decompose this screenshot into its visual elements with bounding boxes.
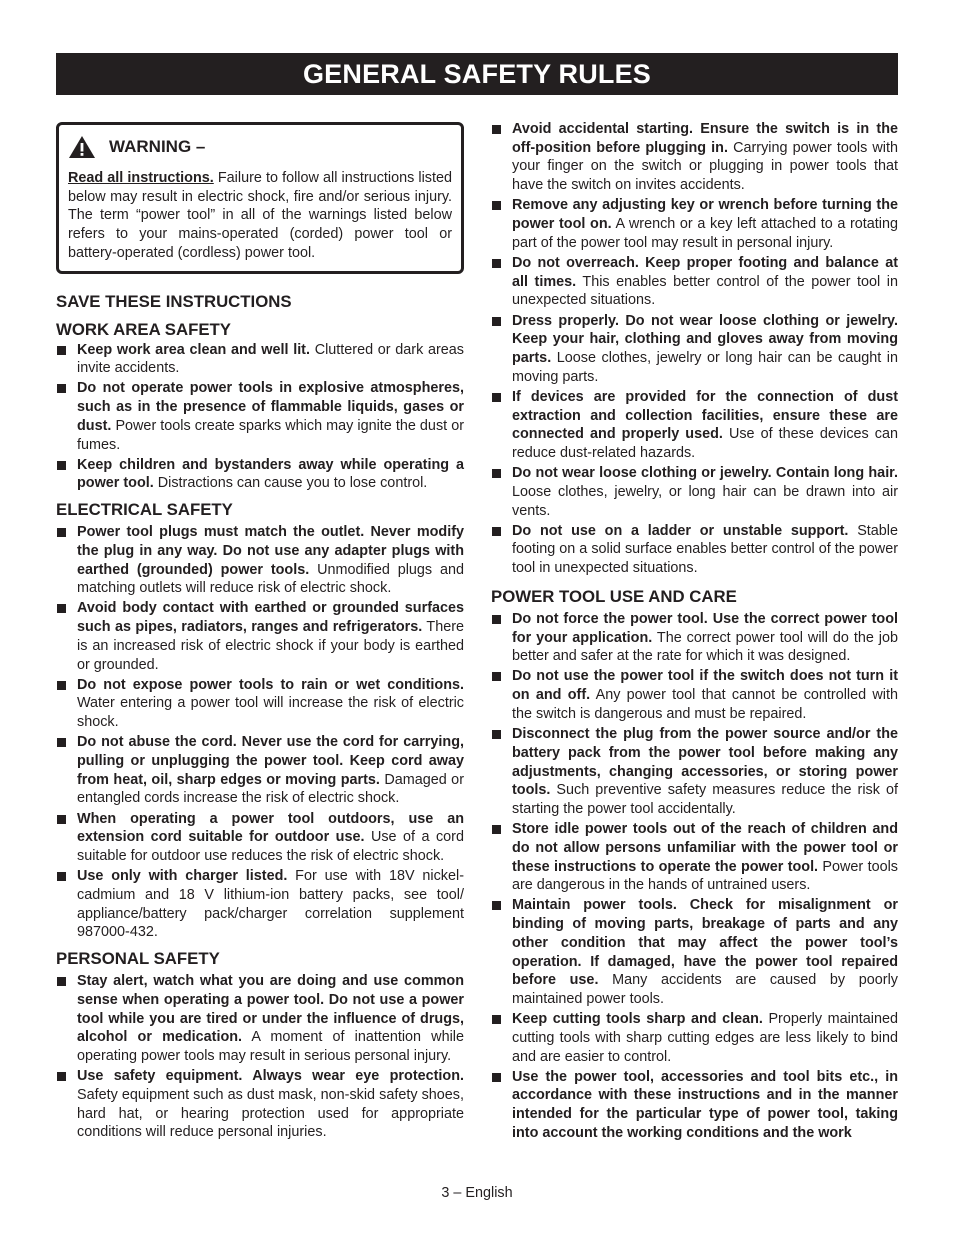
personal-safety-heading: PERSONAL SAFETY bbox=[56, 949, 220, 969]
work-area-list bbox=[56, 341, 464, 494]
rule-lead-text: If devices are provided for the connection of dust extraction and collection facilities, ensure these are connected and properly used. bbox=[512, 388, 898, 443]
rule-body-text: A moment of inattention while operating power tools may result in serious personal injury. bbox=[77, 1029, 464, 1064]
rule-body-text: This enables better control of the power tool in unexpected situations. bbox=[512, 273, 898, 309]
rule-body-text: Cluttered or dark areas invite accidents. bbox=[77, 341, 464, 377]
rule-lead-text: When operating a power tool outdoors, use an extension cord suitable for outdoor use. bbox=[77, 810, 464, 846]
warning-heading bbox=[68, 135, 452, 159]
rule-lead-text: Keep children and bystanders away while operating a power tool. bbox=[77, 456, 464, 492]
rule-item bbox=[491, 1068, 898, 1143]
rule-item bbox=[491, 610, 898, 666]
rule-lead-text: Use only with charger listed. bbox=[77, 868, 288, 885]
rule-body-text: Safety equipment such as dust mask, non-skid safety shoes, hard hat, or hearing protection used for appropriate conditions will reduce personal injuries. bbox=[77, 1086, 464, 1141]
rule-item bbox=[491, 1010, 898, 1066]
rule-lead-text: Keep work area clean and well lit. bbox=[77, 341, 310, 358]
rule-lead-text: Do not overreach. Keep proper footing and balance at all times. bbox=[512, 254, 898, 290]
bullet-square-icon bbox=[492, 317, 501, 326]
rule-lead-text: Do not expose power tools to rain or wet conditions. bbox=[77, 676, 464, 693]
warning-triangle-icon bbox=[68, 135, 96, 159]
rule-body-text: Power tools are dangerous in the hands of untrained users. bbox=[512, 858, 898, 894]
rule-lead-text: Avoid body contact with earthed or grounded surfaces such as pipes, radiators, ranges and refrigerators. bbox=[77, 600, 464, 636]
electrical-list bbox=[56, 523, 464, 942]
rule-body-text: Use of these devices can reduce dust-related hazards. bbox=[512, 426, 898, 461]
power-tool-use-heading: POWER TOOL USE AND CARE bbox=[491, 586, 737, 606]
rule-lead-text: Use the power tool, accessories and tool bits etc., in accordance with these instructions and in the manner intended for the particular type of power tool, taking into account the working conditions and the work bbox=[512, 1068, 898, 1141]
rule-item bbox=[56, 867, 464, 942]
rule-lead-text: Do not use on a ladder or unstable support. bbox=[512, 522, 849, 539]
rule-lead-text: Maintain power tools. Check for misalignment or binding of moving parts, breakage of parts and any other condition that may affect the power tool’s operation. If damaged, have the power tool repaired before use. bbox=[512, 897, 898, 989]
personal-safety-list-continued bbox=[491, 120, 898, 578]
rule-item bbox=[491, 120, 898, 195]
rule-item bbox=[491, 254, 898, 310]
rule-body-text: Loose clothes, jewelry, or long hair can be drawn into air vents. bbox=[512, 483, 898, 519]
bullet-square-icon bbox=[57, 461, 66, 470]
rule-item bbox=[491, 725, 898, 819]
rule-item bbox=[56, 676, 464, 732]
rule-lead-text: Do not wear loose clothing or jewelry. Contain long hair. bbox=[512, 465, 898, 482]
rule-body-text: Such preventive safety measures reduce the risk of starting the power tool accidentally. bbox=[512, 782, 898, 817]
personal-safety-list bbox=[56, 972, 464, 1142]
left-column bbox=[56, 122, 464, 1143]
bullet-square-icon bbox=[492, 1015, 501, 1024]
rule-body-text: There is an increased risk of electric shock if your body is earthed or grounded. bbox=[77, 619, 464, 673]
rule-body-text: Stable footing on a solid surface enables better control of the power tool in unexpected situations. bbox=[512, 522, 898, 577]
warning-heading-text: WARNING – bbox=[109, 136, 206, 156]
bullet-square-icon bbox=[492, 259, 501, 268]
page-footer: 3 – English bbox=[441, 1185, 513, 1201]
rule-lead-text: Stay alert, watch what you are doing and use common sense when operating a power tool. Do not use a power tool while you are tired or under the influence of drugs, alcohol or medication. bbox=[77, 973, 464, 1046]
bullet-square-icon bbox=[57, 681, 66, 690]
bullet-square-icon bbox=[492, 393, 501, 402]
rule-item bbox=[491, 196, 898, 252]
rule-body-text: Water entering a power tool will increase the risk of electric shock. bbox=[77, 695, 464, 731]
bullet-square-icon bbox=[57, 346, 66, 355]
rule-item bbox=[56, 456, 464, 493]
bullet-square-icon bbox=[57, 872, 66, 881]
bullet-square-icon bbox=[492, 125, 501, 134]
rule-lead-text: Do not abuse the cord. Never use the cord for carrying, pulling or unplugging the power tool. Keep cord away from heat, oil, sharp edges or moving parts. bbox=[77, 734, 464, 788]
rule-item bbox=[491, 667, 898, 723]
rule-body-text: Power tools create sparks which may ignite the dust or fumes. bbox=[77, 417, 464, 453]
bullet-square-icon bbox=[492, 1073, 501, 1082]
bullet-square-icon bbox=[492, 469, 501, 478]
warning-box bbox=[56, 122, 464, 274]
rule-body-text: A wrench or a key left attached to a rotating part of the power tool may result in personal injury. bbox=[512, 216, 898, 251]
rule-item bbox=[56, 523, 464, 598]
bullet-square-icon bbox=[492, 201, 501, 210]
rule-item bbox=[491, 312, 898, 387]
save-instructions-heading: SAVE THESE INSTRUCTIONS bbox=[56, 291, 292, 311]
bullet-square-icon bbox=[57, 384, 66, 393]
bullet-square-icon bbox=[492, 825, 501, 834]
rule-item bbox=[56, 810, 464, 866]
rule-body-text: Any power tool that cannot be controlled with the switch is dangerous and must be repaired. bbox=[512, 687, 898, 722]
rule-item bbox=[56, 733, 464, 808]
power-tool-use-list bbox=[491, 610, 898, 1143]
rule-item bbox=[56, 1067, 464, 1142]
bullet-square-icon bbox=[492, 527, 501, 536]
rule-lead-text: Do not use the power tool if the switch does not turn it on and off. bbox=[512, 668, 898, 704]
bullet-square-icon bbox=[57, 604, 66, 613]
rule-body-text: For use with 18V nickel-cadmium and 18 V lithium-ion battery packs, see tool/ appliance/battery pack/charger correlation supplement 987000-432. bbox=[77, 868, 464, 941]
warning-lead: Read all instructions. bbox=[68, 170, 214, 186]
bullet-square-icon bbox=[492, 615, 501, 624]
bullet-square-icon bbox=[57, 528, 66, 537]
bullet-square-icon bbox=[492, 730, 501, 739]
rule-body-text: Distractions can cause you to lose control. bbox=[153, 475, 428, 492]
rule-item bbox=[56, 972, 464, 1066]
rule-lead-text: Store idle power tools out of the reach of children and do not allow persons unfamiliar with the power tool or these instructions to operate the power tool. bbox=[512, 821, 898, 875]
page-title: GENERAL SAFETY RULES bbox=[56, 53, 898, 95]
rule-item bbox=[491, 896, 898, 1008]
rule-lead-text: Keep cutting tools sharp and clean. bbox=[512, 1011, 763, 1028]
electrical-heading: ELECTRICAL SAFETY bbox=[56, 500, 233, 520]
warning-body: Failure to follow all instructions listed below may result in electric shock, fire and/or serious injury. The term “power tool” in all of the warnings listed below refers to your mains-operated (corded) power tool or battery-operated (cordless) power tool. bbox=[68, 170, 452, 261]
rule-body-text: Many accidents are caused by poorly maintained power tools. bbox=[512, 972, 898, 1007]
rule-item bbox=[491, 464, 898, 520]
bullet-square-icon bbox=[57, 815, 66, 824]
work-area-heading: WORK AREA SAFETY bbox=[56, 319, 231, 339]
rule-lead-text: Remove any adjusting key or wrench before turning the power tool on. bbox=[512, 197, 898, 233]
rule-lead-text: Use safety equipment. Always wear eye protection. bbox=[77, 1068, 464, 1085]
rule-body-text: Loose clothes, jewelry or long hair can be caught in moving parts. bbox=[512, 349, 898, 385]
right-column bbox=[491, 120, 898, 1144]
rule-lead-text: Power tool plugs must match the outlet. Never modify the plug in any way. Do not use any adapter plugs with earthed (grounded) power tools. bbox=[77, 524, 464, 578]
rule-item bbox=[56, 379, 464, 454]
rule-item bbox=[56, 341, 464, 378]
rule-lead-text: Disconnect the plug from the power source and/or the battery pack from the power tool before making any adjustments, changing accessories, or storing power tools. bbox=[512, 726, 898, 799]
rule-lead-text: Do not force the power tool. Use the correct power tool for your application. bbox=[512, 610, 898, 646]
warning-text bbox=[68, 169, 452, 263]
rule-item bbox=[491, 522, 898, 578]
bullet-square-icon bbox=[57, 738, 66, 747]
bullet-square-icon bbox=[492, 672, 501, 681]
rule-body-text: Carrying power tools with your finger on the switch or plugging in power tools that have the switch on invites accidents. bbox=[512, 139, 898, 194]
bullet-square-icon bbox=[57, 977, 66, 986]
rule-item bbox=[56, 599, 464, 674]
bullet-square-icon bbox=[57, 1072, 66, 1081]
rule-body-text: The correct power tool will do the job better and safer at the rate for which it was designed. bbox=[512, 629, 898, 665]
rule-lead-text: Dress properly. Do not wear loose clothing or jewelry. Keep your hair, clothing and gloves away from moving parts. bbox=[512, 312, 898, 366]
bullet-square-icon bbox=[492, 901, 501, 910]
rule-body-text: Properly maintained cutting tools with sharp cutting edges are less likely to bind and are easier to control. bbox=[512, 1011, 898, 1065]
rule-body-text: Damaged or entangled cords increase the risk of electric shock. bbox=[77, 771, 464, 807]
rule-item bbox=[491, 820, 898, 895]
rule-lead-text: Avoid accidental starting. Ensure the switch is in the off-position before plugging in. bbox=[512, 121, 898, 156]
rule-lead-text: Do not operate power tools in explosive atmospheres, such as in the presence of flammable liquids, gases or dust. bbox=[77, 380, 464, 434]
rule-body-text: Use of a cord suitable for outdoor use reduces the risk of electric shock. bbox=[77, 829, 464, 865]
rule-body-text: Unmodified plugs and matching outlets will reduce risk of electric shock. bbox=[77, 561, 464, 597]
rule-item bbox=[491, 388, 898, 463]
